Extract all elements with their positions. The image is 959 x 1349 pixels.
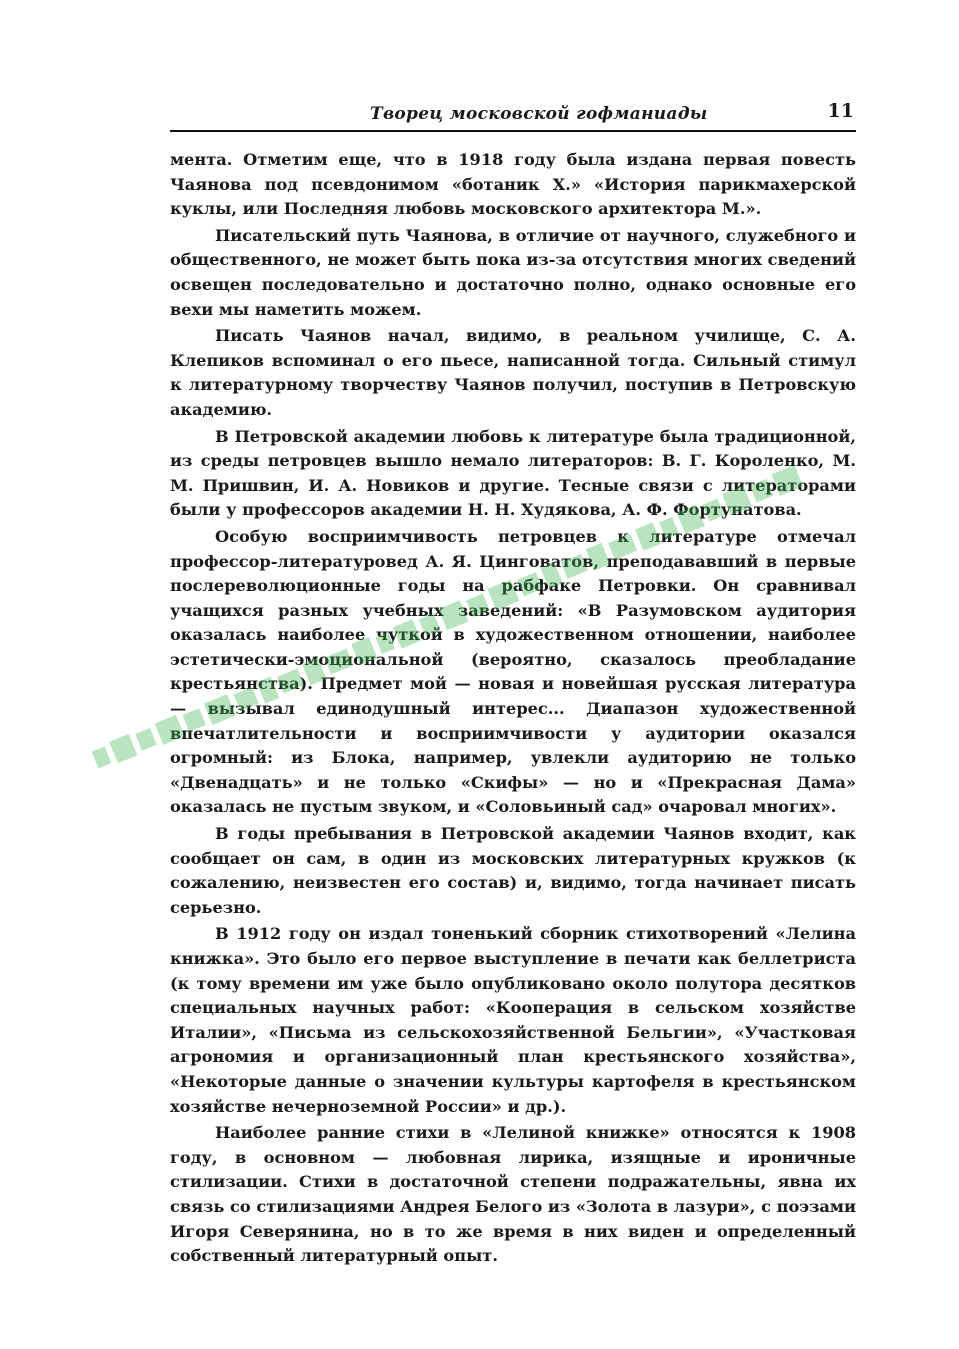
watermark-mark	[92, 746, 112, 768]
paragraph: В 1912 году он издал тоненький сборник стихотворений «Лелина книжка». Это было его первое выступление в печати как беллетриста (к тому времени им уже было опубликовано около полутора десятков специальных научных работ: «Кооперация в сельском хозяйстве Италии», «Письма из сельскохозяйственной Бельгии», «Участковая агрономия и организационный план крестьянского хозяйства», «Некоторые данные о значении культуры картофеля в крестьянском хозяйстве нечерноземной России» и др.).	[170, 924, 856, 1116]
paragraph: Особую восприимчивость петровцев к литературе отмечал профессор-литературовед А. Я. Цинговатов, преподававший в первые послереволюционные годы на рабфаке Петровки. Он сравнивал учащихся разных учебных заведений: «В Разумовском аудитория оказалась наиболее чуткой в художественном отношении, наиболее эстетически-эмоциональной (вероятно, сказалось преобладание крестьянства). Предмет мой — новая и новейшая русская литература — вызывал единодушный интерес... Диапазон художественной впечатлительности и восприимчивости у аудитории оказался огромный: из Блока, например, увлекли аудиторию не только «Двенадцать» и не только «Скифы» — но и «Прекрасная Дама» оказалась не пустым звуком, и «Соловьиный сад» очаровал многих».	[170, 526, 856, 817]
paragraph-continuation: мента. Отметим еще, что в 1918 году была издана первая повесть Чаянова под псевдонимом «ботаник X.» «История парикмахерской куклы, или Последняя любовь московского архитектора М.».	[170, 150, 856, 219]
paragraph: В годы пребывания в Петровской академии Чаянов входит, как сообщает он сам, в один из московских литературных кружков (к сожалению, неизвестен его состав) и, видимо, тогда начинает писать серьезно.	[170, 824, 856, 917]
paragraph: Писать Чаянов начал, видимо, в реальном училище, С. А. Клепиков вспоминал о его пьесе, написанной тогда. Сильный стимул к литературному творчеству Чаянов получил, поступив в Петровскую академию.	[170, 326, 856, 419]
page-number: 11	[827, 100, 854, 122]
watermark-mark	[109, 734, 137, 763]
paragraph: В Петровской академии любовь к литературе была традиционной, из среды петровцев вышло немало литераторов: В. Г. Короленко, М. М. Пришвин, И. А. Новиков и другие. Тесные связи с литераторами были у профессоров академии Н. Н. Худякова, А. Ф. Фортунатова.	[170, 426, 856, 520]
body-text	[170, 148, 856, 1271]
paragraph: Наиболее ранние стихи в «Лелиной книжке» относятся к 1908 году, в основном — любовная лирика, изящные и ироничные стилизации. Стихи в достаточной степени подражательны, явна их связь со стилизациями Андрея Белого из «Золота в лазури», с поэзами Игоря Северянина, но в то же время в них виден и определенный собственный литературный опыт.	[170, 1123, 856, 1266]
running-header	[170, 100, 856, 132]
running-title: Творец московской гофманиады	[370, 104, 708, 124]
paragraph: Писательский путь Чаянова, в отличие от научного, служебного и общественного, не может быть пока из-за отсутствия многих сведений освещен последовательно и достаточно полно, однако основные его вехи мы наметить можем.	[170, 225, 857, 319]
watermark-mark	[135, 728, 157, 751]
